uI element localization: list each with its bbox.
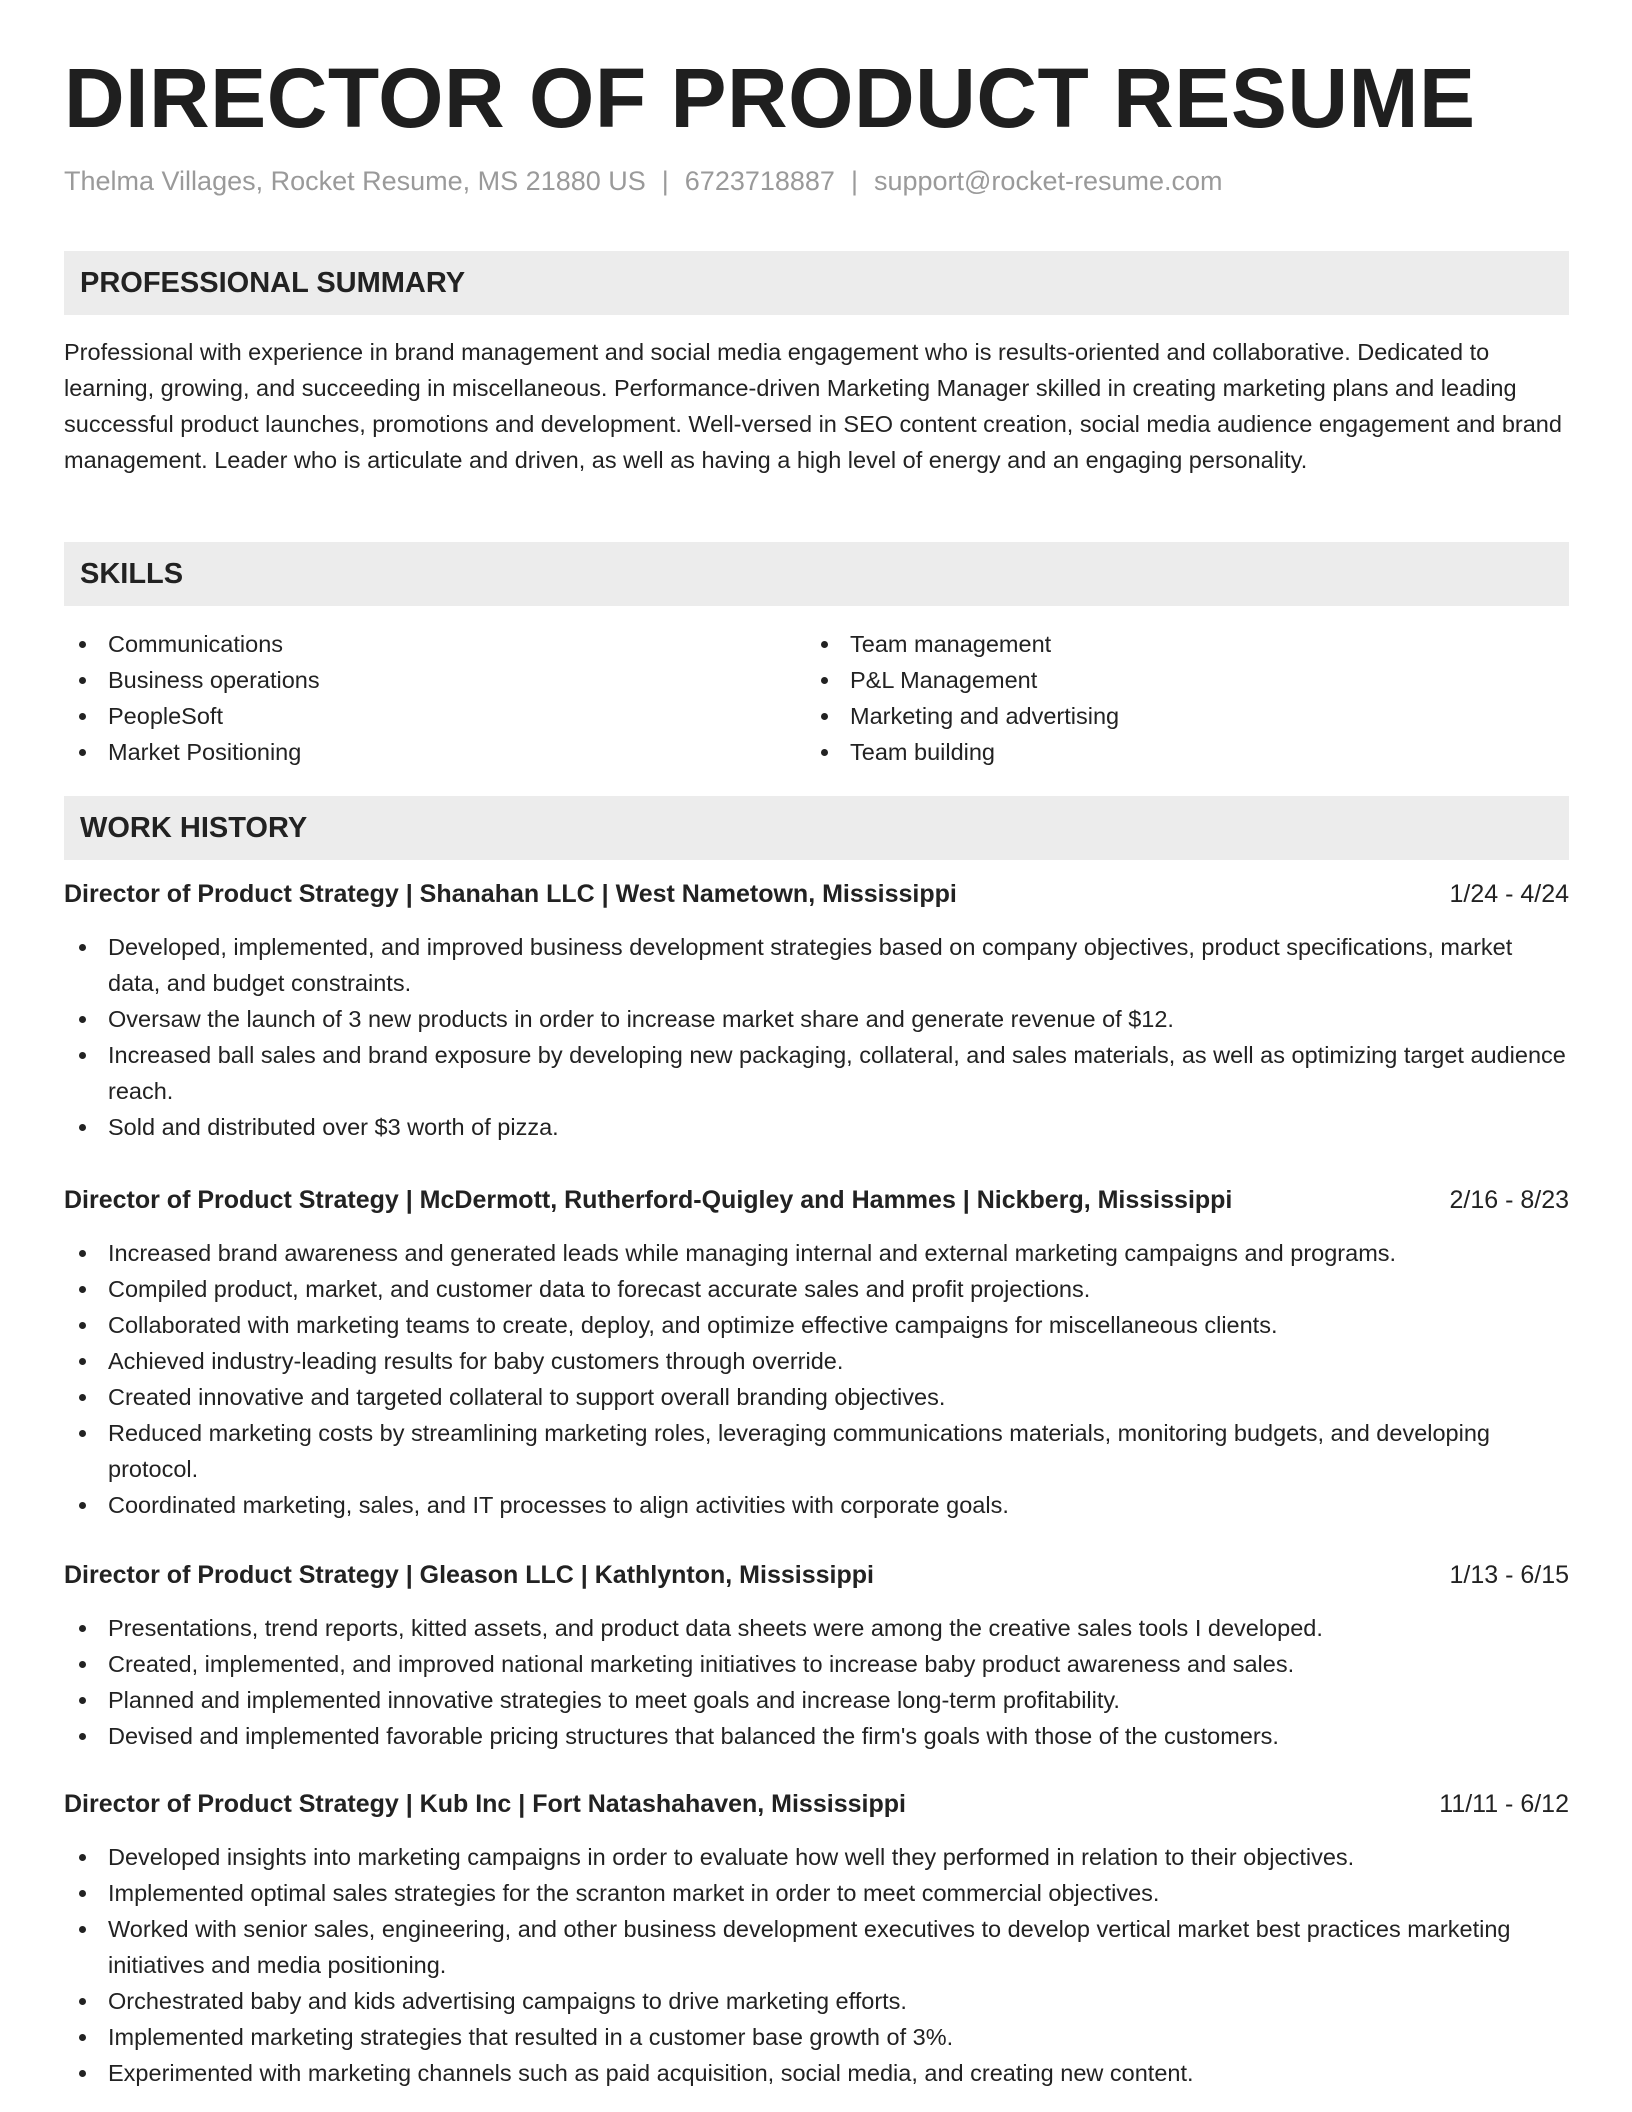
skill-item: PeopleSoft [64, 698, 806, 734]
summary-text: Professional with experience in brand management and social media engagement who is results-oriented and collaborative. Dedicated to learning, growing, and succeeding in miscellaneous. Performance-driven Marketing Manager skilled in creating marketing plans and leading successful product launches, promotions and development. Well-versed in SEO content creation, social media audience engagement and brand management. Leader who is articulate and driven, as well as having a high level of energy and an engaging personality. [64, 339, 1562, 473]
job-bullet: Presentations, trend reports, kitted assets, and product data sheets were among the creative sales tools I developed. [64, 1610, 1569, 1646]
job-header [64, 1182, 1569, 1218]
job-bullet: Implemented optimal sales strategies for the scranton market in order to meet commercial objectives. [64, 1875, 1569, 1911]
job-dates: 2/16 - 8/23 [1449, 1186, 1569, 1214]
contact-separator: | [661, 166, 669, 196]
job-bullet: Planned and implemented innovative strategies to meet goals and increase long-term profitability. [64, 1682, 1569, 1718]
section-heading-work: WORK HISTORY [64, 796, 1569, 860]
job-bullet: Increased brand awareness and generated leads while managing internal and external marketing campaigns and programs. [64, 1235, 1569, 1271]
section-heading-skills: SKILLS [64, 542, 1569, 606]
section-heading-summary: PROFESSIONAL SUMMARY [64, 251, 1569, 315]
skill-item: Business operations [64, 662, 806, 698]
job-bullet: Devised and implemented favorable pricing structures that balanced the firm's goals with those of the customers. [64, 1718, 1569, 1754]
contact-phone: 6723718887 [684, 166, 835, 196]
job-title: Director of Product Strategy | McDermott, Rutherford-Quigley and Hammes | Nickberg, Mississippi [64, 1186, 1233, 1214]
skill-item: Marketing and advertising [806, 698, 1548, 734]
job-bullet: Created, implemented, and improved national marketing initiatives to increase baby product awareness and sales. [64, 1646, 1569, 1682]
job-bullet: Worked with senior sales, engineering, and other business development executives to develop vertical market best practices marketing initiatives and media positioning. [64, 1911, 1569, 1983]
job-title: Director of Product Strategy | Kub Inc | Fort Natashahaven, Mississippi [64, 1790, 906, 1818]
job-header [64, 1786, 1569, 1822]
job-header [64, 1557, 1569, 1593]
contact-line [64, 166, 1223, 197]
skill-item: Team management [806, 626, 1548, 662]
skill-item: Communications [64, 626, 806, 662]
contact-address: Thelma Villages, Rocket Resume, MS 21880 US [64, 166, 646, 196]
job-bullet: Developed, implemented, and improved business development strategies based on company objectives, product specifications, market data, and budget constraints. [64, 929, 1569, 1001]
job-bullet: Achieved industry-leading results for baby customers through override. [64, 1343, 1569, 1379]
skill-item: Market Positioning [64, 734, 806, 770]
job-bullets [64, 1839, 1569, 2091]
skills-list [64, 626, 1569, 770]
job-title: Director of Product Strategy | Shanahan LLC | West Nametown, Mississippi [64, 880, 957, 908]
job-bullets [64, 1235, 1569, 1523]
resume-title: DIRECTOR OF PRODUCT RESUME [64, 51, 1476, 145]
job-header [64, 876, 1569, 912]
job-bullets [64, 929, 1569, 1145]
job-bullet: Developed insights into marketing campaigns in order to evaluate how well they performed in relation to their objectives. [64, 1839, 1569, 1875]
job-title: Director of Product Strategy | Gleason LLC | Kathlynton, Mississippi [64, 1561, 874, 1589]
skill-item: Team building [806, 734, 1548, 770]
job-bullet: Sold and distributed over $3 worth of pizza. [64, 1109, 1569, 1145]
skills-column-left [64, 626, 806, 770]
job-bullet: Compiled product, market, and customer data to forecast accurate sales and profit projections. [64, 1271, 1569, 1307]
job-dates: 11/11 - 6/12 [1439, 1790, 1569, 1818]
job-bullet: Collaborated with marketing teams to create, deploy, and optimize effective campaigns for miscellaneous clients. [64, 1307, 1569, 1343]
job-bullet: Increased ball sales and brand exposure by developing new packaging, collateral, and sales materials, as well as optimizing target audience reach. [64, 1037, 1569, 1109]
job-bullet: Reduced marketing costs by streamlining marketing roles, leveraging communications materials, monitoring budgets, and developing protocol. [64, 1415, 1569, 1487]
job-bullet: Experimented with marketing channels such as paid acquisition, social media, and creating new content. [64, 2055, 1569, 2091]
skill-item: P&L Management [806, 662, 1548, 698]
contact-separator: | [850, 166, 858, 196]
skills-column-right [806, 626, 1548, 770]
job-bullet: Orchestrated baby and kids advertising campaigns to drive marketing efforts. [64, 1983, 1569, 2019]
job-bullet: Oversaw the launch of 3 new products in order to increase market share and generate revenue of $12. [64, 1001, 1569, 1037]
contact-email: support@rocket-resume.com [873, 166, 1223, 196]
job-dates: 1/13 - 6/15 [1449, 1561, 1569, 1589]
job-dates: 1/24 - 4/24 [1449, 880, 1569, 908]
job-bullet: Coordinated marketing, sales, and IT processes to align activities with corporate goals. [64, 1487, 1569, 1523]
job-bullet: Implemented marketing strategies that resulted in a customer base growth of 3%. [64, 2019, 1569, 2055]
job-bullet: Created innovative and targeted collateral to support overall branding objectives. [64, 1379, 1569, 1415]
job-bullets [64, 1610, 1569, 1754]
